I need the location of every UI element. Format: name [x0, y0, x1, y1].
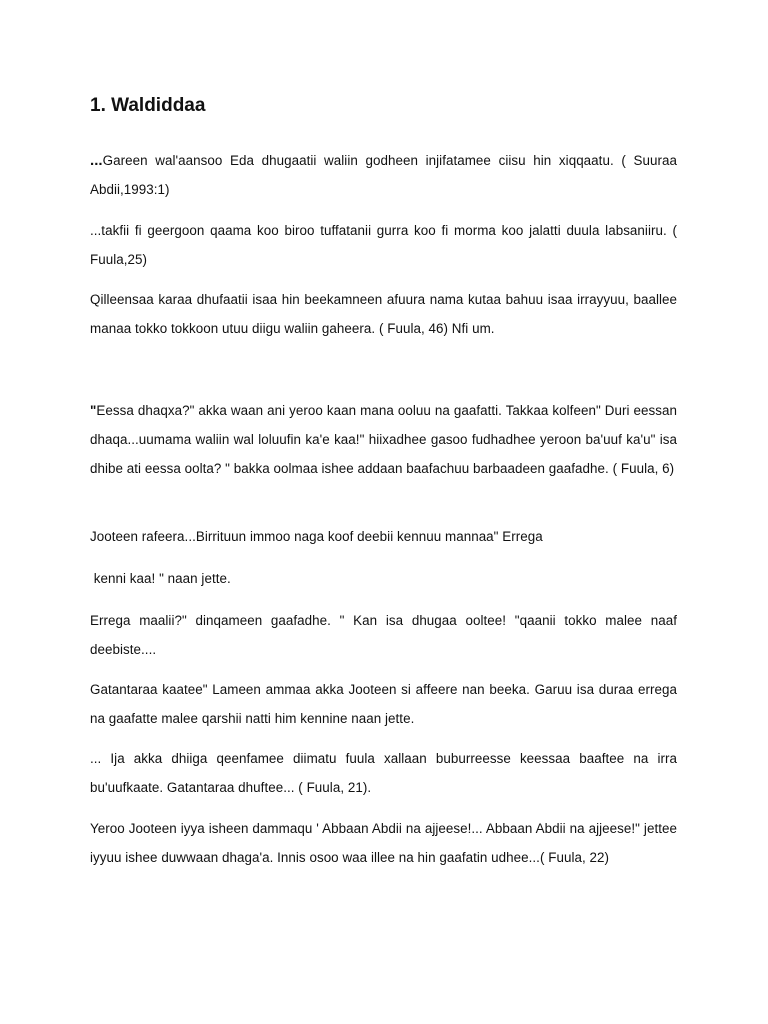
- paragraph-7: Errega maalii?" dinqameen gaafadhe. " Kan isa dhugaa ooltee! "qaanii tokko malee naaf deebiste....: [90, 613, 677, 657]
- paragraph-6: kenni kaa! " naan jette.: [90, 571, 231, 586]
- paragraph-text: Gareen wal'aansoo Eda dhugaatii waliin godheen injifatamee ciisu hin xiqqaatu. ( Suuraa Abdii,1993:1): [90, 153, 677, 197]
- quote-lead: ": [90, 403, 97, 418]
- paragraph-9: ... Ija akka dhiiga qeenfamee diimatu fuula xallaan buburreesse keessaa baaftee na irra bu'uufkaate. Gatantaraa dhuftee... ( Fuula, 21).: [90, 751, 677, 795]
- paragraph-3: Qilleensaa karaa dhufaatii isaa hin beekamneen afuura nama kutaa bahuu isaa irrayyuu, baallee manaa tokko tokkoon utuu diigu waliin gaheera. ( Fuula, 46) Nfi um.: [90, 292, 677, 336]
- paragraph-8: Gatantaraa kaatee" Lameen ammaa akka Jooteen si affeere nan beeka. Garuu isa duraa errega na gaafatte malee qarshii natti him kennine naan jette.: [90, 682, 677, 726]
- section-heading: 1. Waldiddaa: [90, 95, 206, 116]
- paragraph-text: Eessa dhaqxa?" akka waan ani yeroo kaan mana ooluu na gaafatti. Takkaa kolfeen" Duri eessan dhaqa...uumama waliin wal loluufin ka'e kaa!" hiixadhee gasoo fudhadhee yeroon ba'uuf ka'u" isa dhibe ati eessa oolta? " bakka oolmaa ishee addaan baafachuu barbaadeen gaafadhe. ( Fuula, 6): [90, 403, 677, 476]
- ellipsis-lead: ...: [90, 152, 103, 169]
- paragraph-1: [90, 146, 677, 204]
- paragraph-2: ...takfii fi geergoon qaama koo biroo tuffatanii gurra koo fi morma koo jalatti duula labsaniiru. ( Fuula,25): [90, 223, 677, 267]
- paragraph-4: [90, 396, 677, 483]
- paragraph-5: Jooteen rafeera...Birrituun immoo naga koof deebii kennuu mannaa" Errega: [90, 529, 543, 544]
- paragraph-10: Yeroo Jooteen iyya isheen dammaqu ' Abbaan Abdii na ajjeese!... Abbaan Abdii na ajjeese!" jettee iyyuu ishee duwwaan dhaga'a. Innis osoo waa illee na hin gaafatin udhee...( Fuula, 22): [90, 821, 677, 865]
